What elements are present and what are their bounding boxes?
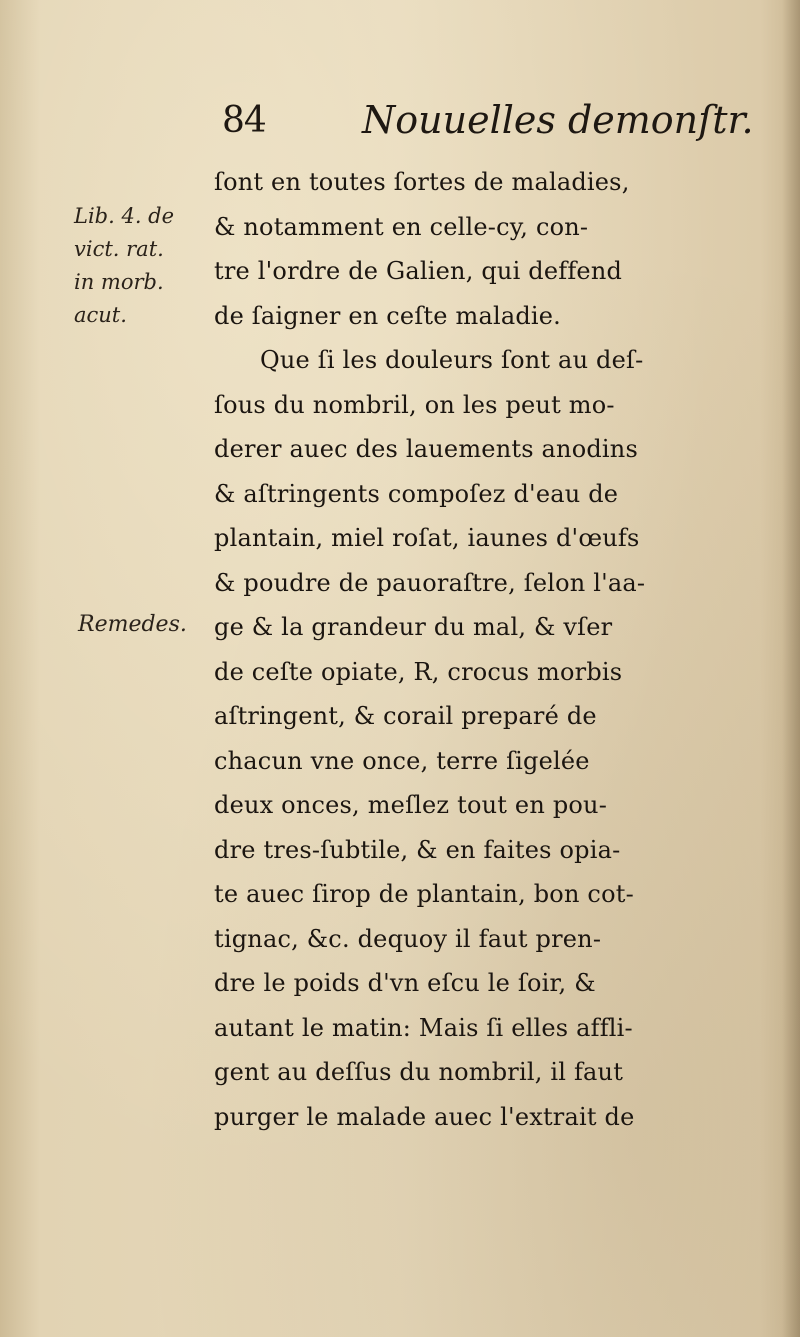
running-title: Nouuelles demonſtr. [362, 98, 754, 142]
page-number: 84 [222, 100, 266, 141]
text-line: gent au deſſus du nombril, il faut [214, 1058, 624, 1086]
text-line: chacun vne once, terre ſigelée [214, 746, 590, 775]
text-line: de ſaigner en ceſte maladie. [214, 301, 562, 330]
text-line: & poudre de pauoraſtre, ſelon l'aa- [214, 568, 646, 597]
text-line: autant le matin: Mais ſi elles affli- [214, 1013, 633, 1042]
text-line: deux onces, meſlez tout en pou- [214, 791, 608, 819]
text-line: & notamment en celle-cy, con- [214, 212, 589, 241]
text-line: ſous du nombril, on les peut mo- [214, 390, 615, 419]
text-line: tre l'ordre de Galien, qui deffend [214, 257, 623, 285]
text-line: plantain, miel roſat, iaunes d'œufs [214, 524, 640, 552]
text-line: ge & la grandeur du mal, & vſer [214, 613, 613, 641]
margin-note-line: vict. rat. [74, 237, 164, 261]
margin-note-line: acut. [74, 303, 127, 327]
text-line: Que ſi les douleurs ſont au deſ- [260, 346, 644, 374]
body-text [214, 160, 800, 1139]
text-line: tignac, &c. dequoy il faut pren- [214, 924, 602, 953]
page-header [222, 98, 782, 154]
text-line: & aſtringents compoſez d'eau de [214, 479, 619, 508]
margin-note-remedes: Remedes. [78, 612, 187, 637]
text-line: de ceſte opiate, R, crocus morbis [214, 657, 623, 686]
text-line: te auec ſirop de plantain, bon cot- [214, 880, 634, 908]
text-line: dre le poids d'vn eſcu le ſoir, & [214, 969, 596, 997]
text-line: derer auec des lauements anodins [214, 435, 638, 463]
margin-note-line: in morb. [74, 270, 164, 294]
text-line: dre tres-ſubtile, & en faites opia- [214, 835, 621, 864]
text-line: ſont en toutes ſortes de maladies, [214, 168, 630, 196]
text-line: purger le malade auec l'extrait de [214, 1102, 635, 1131]
text-line: aſtringent, & corail preparé de [214, 702, 597, 730]
margin-note-line: Lib. 4. de [74, 204, 175, 228]
margin-citation [74, 200, 214, 332]
